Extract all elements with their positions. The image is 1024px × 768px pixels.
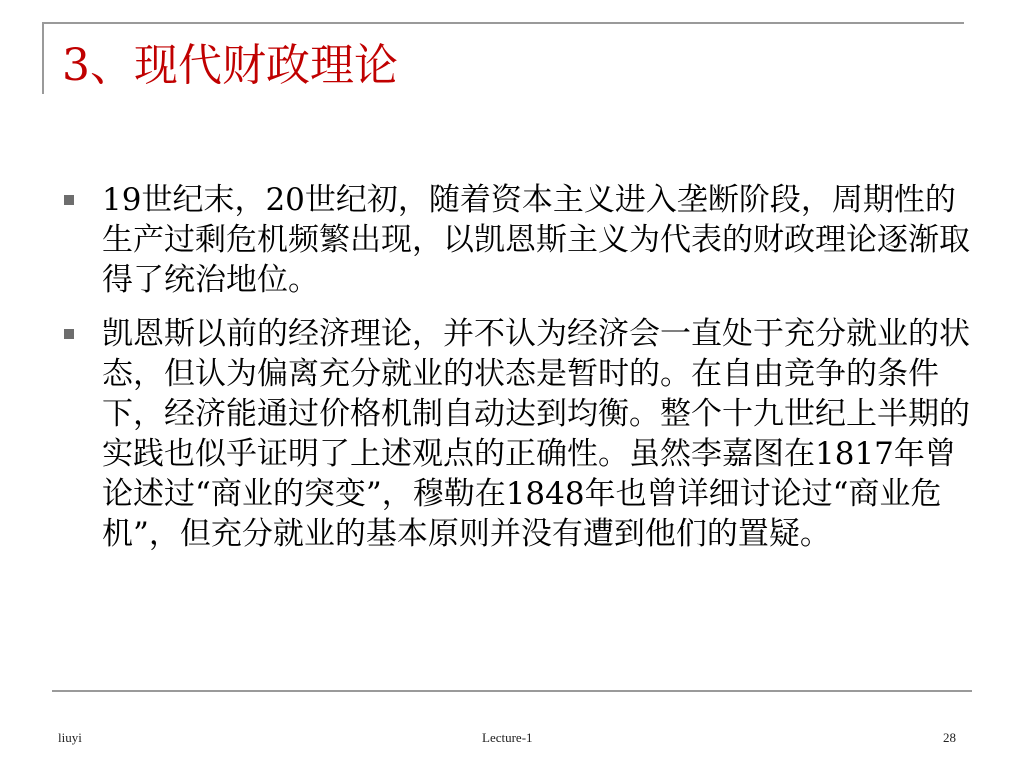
footer-rule: [52, 690, 972, 692]
footer-author: liuyi: [58, 730, 82, 745]
bullet-list: [62, 180, 970, 568]
square-bullet-icon: [64, 195, 74, 205]
square-bullet-icon: [64, 329, 74, 339]
bullet-text: 凯恩斯以前的经济理论，并不认为经济会一直处于充分就业的状态，但认为偏离充分就业的状态是暂时的。在自由竞争的条件下，经济能通过价格机制自动达到均衡。整个十九世纪上半期的实践也似乎证明了上述观点的正确性。虽然李嘉图在1817年曾论述过“商业的突变”，穆勒在1848年也曾详细讨论过“商业危机”，但充分就业的基本原则并没有遭到他们的置疑。: [102, 316, 970, 552]
slide-title: 3、现代财政理论: [62, 40, 398, 91]
bullet-item: [62, 180, 970, 300]
title-frame-top-rule: [42, 22, 964, 24]
bullet-item: [62, 314, 970, 554]
page-number: 28: [943, 730, 956, 745]
title-frame-left-rule: [42, 22, 44, 94]
bullet-text: 19世纪末，20世纪初，随着资本主义进入垄断阶段，周期性的生产过剩危机频繁出现，以凯恩斯主义为代表的财政理论逐渐取得了统治地位。: [102, 182, 970, 298]
footer-course: Lecture-1: [482, 730, 533, 745]
